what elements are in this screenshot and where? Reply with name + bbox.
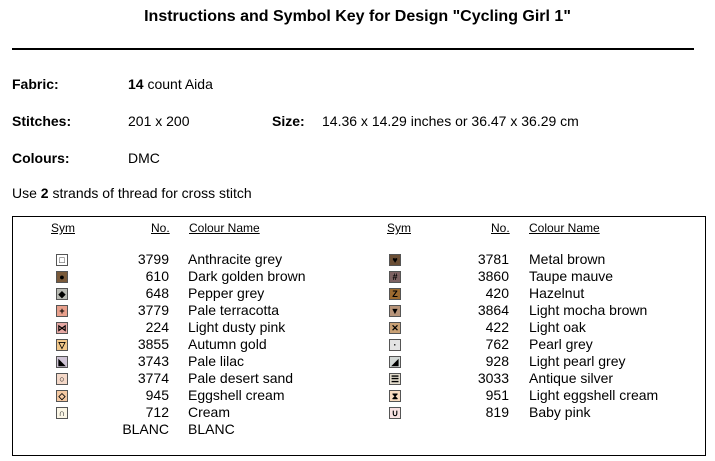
- right-colour-number: 3864: [477, 302, 509, 318]
- right-colour-number: 3781: [477, 251, 509, 267]
- right-name-header: Colour Name: [529, 221, 600, 235]
- right-swatch-icon: ∪: [389, 407, 401, 419]
- fabric-label: Fabric:: [12, 76, 59, 92]
- right-colour-number: 819: [485, 404, 509, 420]
- left-swatch-icon: ○: [56, 373, 68, 385]
- left-swatch-icon: ◣: [56, 356, 68, 368]
- right-colour-number: 3033: [477, 370, 509, 386]
- right-swatch-icon: ◢: [389, 356, 401, 368]
- left-swatch-icon: ◆: [56, 288, 68, 300]
- size-value: 14.36 x 14.29 inches or 36.47 x 36.29 cm: [322, 113, 579, 129]
- right-swatch-icon: ☰: [390, 374, 400, 384]
- right-colour-name: Antique silver: [529, 370, 614, 386]
- left-colour-name: Pale terracotta: [188, 302, 280, 318]
- left-colour-name: Autumn gold: [188, 336, 267, 352]
- left-swatch-icon: ◇: [56, 390, 68, 402]
- fabric-value: [128, 76, 213, 92]
- symbol-key-table: [12, 216, 706, 456]
- left-swatch-icon: ●: [56, 271, 68, 283]
- left-colour-name: Anthracite grey: [188, 251, 283, 267]
- right-swatch-icon: ·: [389, 339, 401, 351]
- left-colour-number: 3743: [137, 353, 169, 369]
- left-colour-number: 3799: [137, 251, 169, 267]
- left-colour-number: 3855: [137, 336, 169, 352]
- right-colour-name: Taupe mauve: [529, 268, 614, 284]
- stitches-label: Stitches:: [12, 113, 72, 129]
- left-sym-header: Sym: [51, 221, 75, 235]
- right-colour-number: 3860: [477, 268, 509, 284]
- right-colour-name: Light eggshell cream: [529, 387, 659, 403]
- left-colour-name: Eggshell cream: [188, 387, 285, 403]
- right-no-header: No.: [491, 221, 510, 235]
- colours-value: DMC: [128, 150, 160, 166]
- left-colour-number: 224: [145, 319, 169, 335]
- left-colour-name: Light dusty pink: [188, 319, 286, 335]
- left-colour-number: 610: [145, 268, 169, 284]
- thread-instruction: [12, 185, 252, 201]
- left-swatch-icon: □: [56, 254, 68, 266]
- left-no-header: No.: [151, 221, 170, 235]
- right-swatch-icon: ▼: [390, 306, 400, 316]
- left-colour-name: Pale desert sand: [188, 370, 294, 386]
- strand-count: 2: [40, 185, 49, 201]
- right-swatch-icon: ♥: [389, 254, 401, 266]
- colours-label: Colours:: [12, 150, 70, 166]
- right-colour-name: Hazelnut: [529, 285, 585, 301]
- stitches-value: 201 x 200: [128, 113, 190, 129]
- right-colour-name: Baby pink: [529, 404, 591, 420]
- left-colour-number: BLANC: [122, 421, 169, 437]
- size-label: Size:: [272, 113, 305, 129]
- page-title: Instructions and Symbol Key for Design "Cycling Girl 1": [144, 8, 571, 25]
- instruction-pre: Use: [12, 185, 41, 201]
- right-swatch-icon: ⧗: [389, 390, 401, 402]
- right-swatch-icon: ✕: [389, 322, 401, 334]
- left-colour-number: 3779: [137, 302, 169, 318]
- right-swatch-icon: #: [389, 271, 401, 283]
- right-swatch-icon: Z: [389, 288, 401, 300]
- left-colour-name: Pepper grey: [188, 285, 265, 301]
- left-swatch-icon: +: [56, 305, 68, 317]
- right-colour-number: 951: [485, 387, 509, 403]
- left-swatch-icon: ⋈: [57, 323, 67, 333]
- left-name-header: Colour Name: [189, 221, 260, 235]
- left-colour-number: 712: [145, 404, 169, 420]
- right-colour-number: 928: [485, 353, 509, 369]
- left-swatch-icon: ∩: [56, 407, 68, 419]
- right-sym-header: Sym: [387, 221, 411, 235]
- left-colour-number: 945: [145, 387, 169, 403]
- left-colour-number: 3774: [137, 370, 169, 386]
- instruction-post: strands of thread for cross stitch: [48, 185, 252, 201]
- left-colour-name: BLANC: [188, 421, 235, 437]
- left-colour-name: Dark golden brown: [188, 268, 306, 284]
- title-divider: [12, 48, 694, 50]
- right-colour-number: 422: [485, 319, 509, 335]
- fabric-type: count Aida: [143, 76, 213, 92]
- right-colour-number: 762: [485, 336, 509, 352]
- right-colour-number: 420: [485, 285, 509, 301]
- left-swatch-icon: ▽: [56, 339, 68, 351]
- right-colour-name: Light mocha brown: [529, 302, 648, 318]
- fabric-count: 14: [128, 76, 144, 92]
- left-colour-number: 648: [145, 285, 169, 301]
- left-colour-name: Pale lilac: [188, 353, 245, 369]
- right-colour-name: Pearl grey: [529, 336, 593, 352]
- right-colour-name: Light oak: [529, 319, 586, 335]
- right-colour-name: Metal brown: [529, 251, 606, 267]
- right-colour-name: Light pearl grey: [529, 353, 626, 369]
- left-colour-name: Cream: [188, 404, 231, 420]
